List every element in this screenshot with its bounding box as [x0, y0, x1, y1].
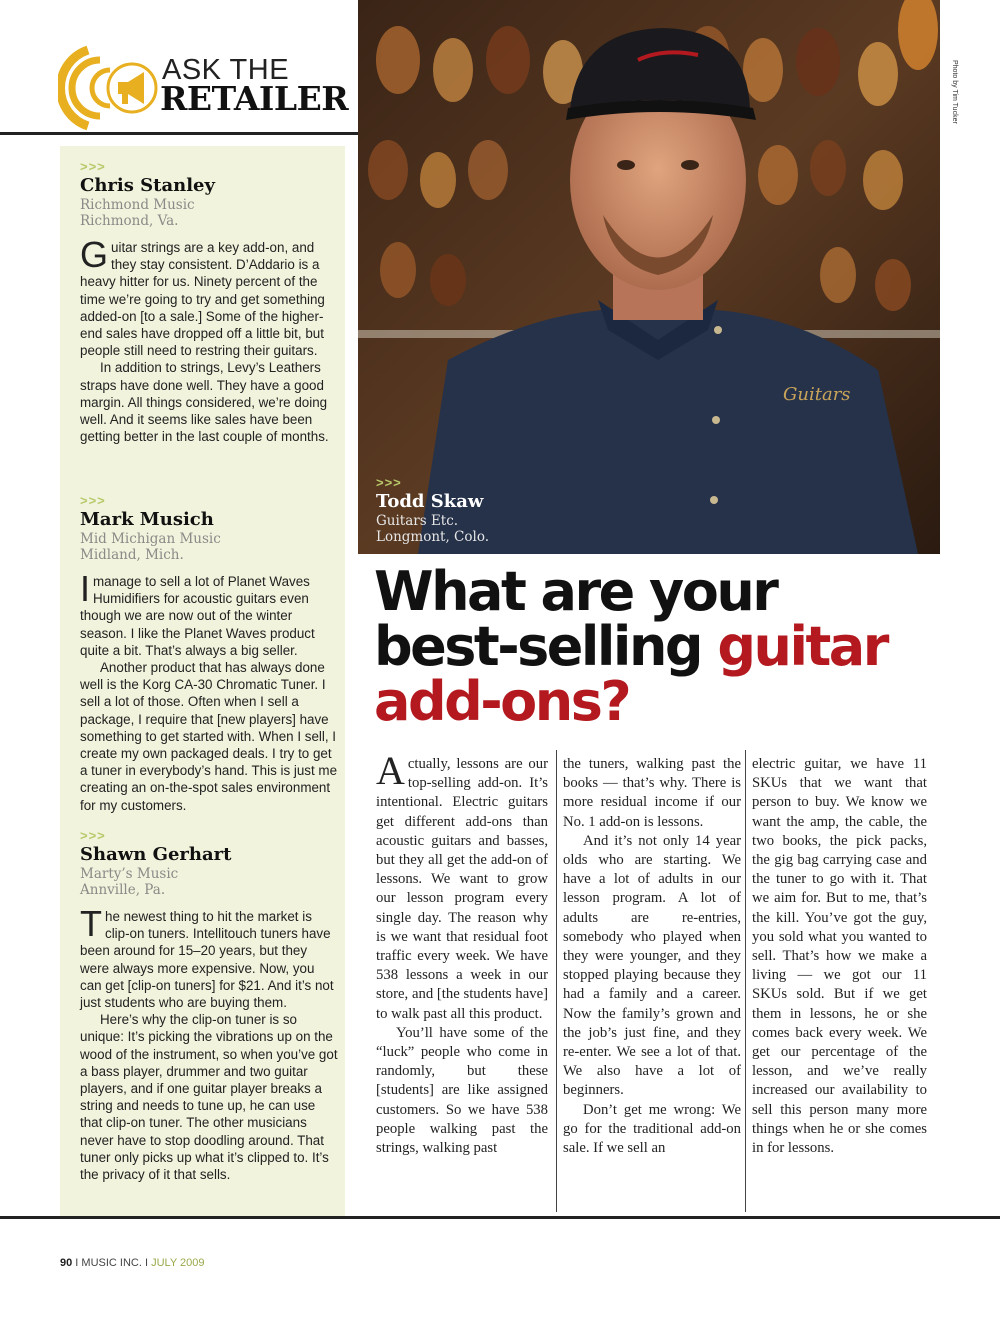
retailer-photo — [358, 0, 940, 554]
quote-paragraph: Another product that has always done well is the Korg CA-30 Chromatic Tuner. I sell a lot of those. Often when I sell a package, I require that [new players] have something to get started with. When I sell, I create my own packaged deals. I try to get a tuner in everybody’s hand. This is just me creating an on-the-spot sales environment for my customers. — [80, 660, 338, 813]
page-number: 90 — [60, 1257, 73, 1269]
profile-name: Mark Musich — [80, 509, 214, 530]
profile-name: Chris Stanley — [80, 175, 215, 196]
drop-cap: G — [80, 234, 109, 275]
headline-line-1: What are your — [374, 560, 777, 623]
profile-store: Richmond Music — [80, 197, 195, 213]
header-rule — [0, 132, 358, 135]
logo-retailer: RETAILER — [160, 79, 349, 118]
article-paragraph: Don’t get me wrong: We go for the traditional add-on sale. If we sell an — [563, 1101, 741, 1157]
article-paragraph: the tuners, walking past the books — that’s why. There is more residual income if our No. 1 add-on is lessons. — [563, 756, 741, 830]
photo-illustration — [358, 0, 940, 554]
issue-month: JULY 2009 — [151, 1257, 205, 1269]
folio-separator: I — [72, 1257, 82, 1269]
caption-arrows: >>> — [376, 475, 402, 490]
logo-ask-the: ASK THE — [162, 54, 290, 86]
headline-line-3: add-ons? — [374, 670, 630, 733]
caption-city: Longmont, Colo. — [376, 529, 490, 545]
profile-store: Mid Michigan Music — [80, 531, 221, 547]
caption-name: Todd Skaw — [376, 491, 484, 512]
article-drop-cap: A — [376, 748, 405, 793]
profile-arrows: >>> — [80, 493, 106, 508]
drop-cap: I — [80, 568, 91, 609]
quote-paragraph: he newest thing to hit the market is clip-on tuners. Intellitouch tuners have been around for 15–20 years, but they were always more expensive. Now, you can get [clip-on tuners] for $21. And it’s not just students who are buying them. — [80, 909, 334, 1011]
photo-credit-text: Photo by Tim Tucker — [951, 60, 958, 124]
profile-city: Annville, Pa. — [80, 882, 166, 898]
profile-city: Midland, Mich. — [80, 547, 184, 563]
profile-quote — [80, 903, 338, 1183]
ask-the-retailer-logo — [58, 40, 358, 130]
retailer-profile-shawn-gerhart — [80, 829, 338, 1183]
article-paragraph: And it’s not only 14 year olds who are starting. We have a lot of adults in our lesson program. A lot of adults are re-entries, somebody who played when they were younger, and they stopped playing because they had a family and a career. Now the family’s grown and the job’s just fine, and they re-enter. We see a lot of that. We also have a lot of beginners. — [563, 832, 741, 1099]
profile-quote — [80, 568, 338, 814]
quote-paragraph: uitar strings are a key add-on, and they stay consistent. D’Addario is a heavy hitter for us. Ninety percent of the time we’re going to try and get something added-on [to a sale.] Some of the higher-end sales have dropped off a little bit, but people still need to restring their guitars. — [80, 240, 325, 359]
profile-store: Marty’s Music — [80, 866, 179, 882]
profile-arrows: >>> — [80, 828, 106, 843]
photo-caption — [376, 476, 489, 545]
caption-store: Guitars Etc. — [376, 513, 459, 529]
column-divider — [745, 750, 746, 1212]
article-column-1 — [376, 748, 548, 1158]
article-paragraph: ctually, lessons are our top-selling add-on. It’s intentional. Electric guitars get different add-ons than acoustic guitars and basses, but they all get the add-on of lessons. We want to grow our lesson program every single day. The reason why is we want that residual foot traffic every week. We have 538 lessons a week in our store, and [the students have] to walk past all this product. — [376, 756, 548, 1022]
folio-separator: I — [141, 1257, 152, 1269]
column-divider — [556, 750, 557, 1212]
publication-name: MUSIC INC. — [81, 1257, 142, 1269]
headline-line-2-black: best-selling — [374, 615, 718, 678]
headline-line-2-red: guitar — [717, 615, 887, 678]
photo-credit — [946, 60, 960, 140]
headline-line-2 — [374, 615, 974, 678]
megaphone-icon — [58, 42, 158, 134]
retailer-profile-chris-stanley — [80, 160, 338, 445]
footer-rule — [0, 1216, 1000, 1219]
article-column-2 — [563, 755, 741, 1158]
shirt-logo-text: Guitars — [783, 384, 851, 405]
article-column-3 — [752, 755, 927, 1158]
quote-paragraph: In addition to strings, Levy’s Leathers straps have done well. They have a good margin. All things considered, we’re doing well. And it seems like sales have been getting better in the last couple of months. — [80, 360, 329, 445]
profile-quote — [80, 234, 338, 445]
profile-city: Richmond, Va. — [80, 213, 179, 229]
profile-arrows: >>> — [80, 159, 106, 174]
page-folio — [60, 1257, 205, 1269]
article-paragraph: You’ll have some of the “luck” people who come in randomly, but these [students] are like assigned customers. So we have 538 people walking past the strings, walking past — [376, 1024, 548, 1157]
retailer-profile-mark-musich — [80, 494, 338, 814]
article-paragraph: electric guitar, we have 11 SKUs that we want that person to buy. We know we want the amp, the cable, the two books, the pick packs, the gig bag carrying case and the tuner to go with it. That we aim for. But to me, that’s the kill. You’ve got the guy, you sold what you wanted to sell. That’s how we make a living — we got our 11 SKUs sold. But if we get them in lessons, he or she comes back every week. We get our percentage of the lesson, and we’ve really increased our availability to sell this person many more things when he or she comes in for lessons. — [752, 756, 927, 1157]
profile-name: Shawn Gerhart — [80, 844, 232, 865]
quote-paragraph: manage to sell a lot of Planet Waves Humidifiers for acoustic guitars even though we are now out of the winter season. I like the Planet Waves product quite a bit. That’s always a big seller. — [80, 574, 315, 658]
article-headline — [374, 560, 974, 733]
drop-cap: T — [80, 903, 102, 944]
quote-paragraph: Here’s why the clip-on tuner is so unique: It’s picking the vibrations up on the wood of the instrument, so when you’ve got a bass player, drummer and two guitar players, and if one guitar player breaks a string and needs to tune up, he can use that clip-on tuner. The other musicians never have to stop doodling around. That tuner only picks up what it’s clipped to. It’s the privacy of it that sells. — [80, 1012, 338, 1183]
